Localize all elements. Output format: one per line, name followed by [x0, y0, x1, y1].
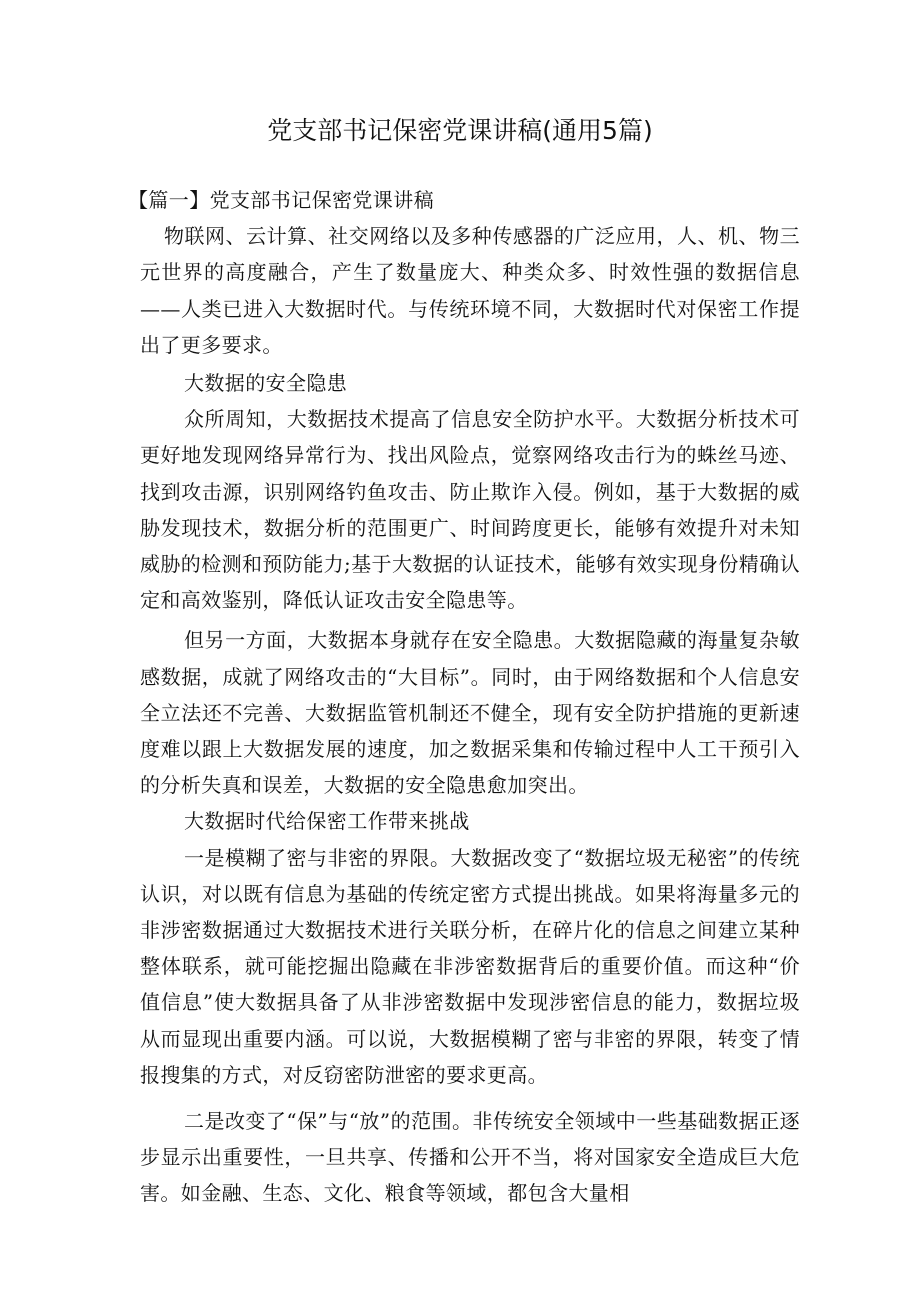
- paragraph: 众所周知，大数据技术提高了信息安全防护水平。大数据分析技术可更好地发现网络异常行为、找出风险点，觉察网络攻击行为的蛛丝马迹、找到攻击源，识别网络钓鱼攻击、防止欺诈入侵。例如，基于大数据的威胁发现技术，数据分析的范围更广、时间跨度更长，能够有效提升对未知威胁的检测和预防能力;基于大数据的认证技术，能够有效实现身份精确认定和高效鉴别，降低认证攻击安全隐患等。: [140, 407, 800, 613]
- paragraph: 二是改变了“保”与“放”的范围。非传统安全领域中一些基础数据正逐步显示出重要性，一旦共享、传播和公开不当，将对国家安全造成巨大危害。如金融、生态、文化、粮食等领域，都包含大量相: [140, 1109, 800, 1206]
- document-body: [128, 182, 800, 1212]
- paragraph: 一是模糊了密与非密的界限。大数据改变了“数据垃圾无秘密”的传统认识，对以既有信息为基础的传统定密方式提出挑战。如果将海量多元的非涉密数据通过大数据技术进行关联分析，在碎片化的信息之间建立某种整体联系，就可能挖掘出隐藏在非涉密数据背后的重要价值。而这种“价值信息”使大数据具备了从非涉密数据中发现涉密信息的能力，数据垃圾从而显现出重要内涵。可以说，大数据模糊了密与非密的界限，转变了情报搜集的方式，对反窃密防泄密的要求更高。: [140, 845, 800, 1087]
- document-title: 党支部书记保密党课讲稿(通用5篇): [267, 116, 653, 145]
- paragraph: 物联网、云计算、社交网络以及多种传感器的广泛应用，人、机、物三元世界的高度融合，产生了数量庞大、种类众多、时效性强的数据信息——人类已进入大数据时代。与传统环境不同，大数据时代对保密工作提出了更多要求。: [140, 224, 800, 357]
- section-heading: 大数据的安全隐患: [184, 371, 348, 396]
- section-heading: 大数据时代给保密工作带来挑战: [184, 809, 470, 834]
- chapter-heading: 【篇一】党支部书记保密党课讲稿: [128, 188, 434, 212]
- paragraph: 但另一方面，大数据本身就存在安全隐患。大数据隐藏的海量复杂敏感数据，成就了网络攻击的“大目标”。同时，由于网络数据和个人信息安全立法还不完善、大数据监管机制还不健全，现有安全防护措施的更新速度难以跟上大数据发展的速度，加之数据采集和传输过程中人工干预引入的分析失真和误差，大数据的安全隐患愈加突出。: [140, 628, 800, 798]
